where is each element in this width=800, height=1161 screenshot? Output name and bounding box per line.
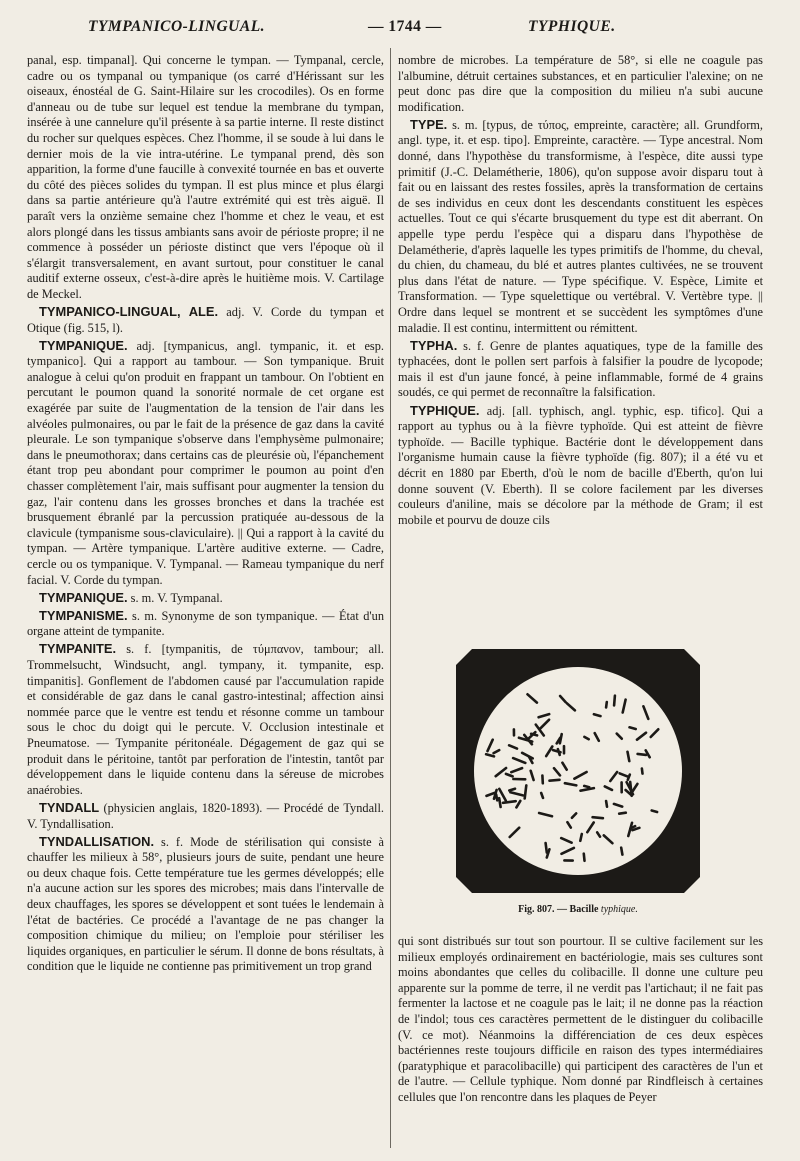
- headword: TYPE.: [410, 116, 448, 132]
- entry: [27, 304, 384, 336]
- bacillus: [621, 848, 622, 855]
- entry: [27, 834, 384, 975]
- entry-text: adj. [all. typhisch, angl. typhic, esp. tifico]. Qui a rapport au typhus ou à la fièvre typhoïde. Qui est atteint de fièvre typhoïde. — Bacille typhique. Bactérie dont le développement dans l'organisme humain cause la fièvre typhoïde (fig. 807); il a été vu et décrit en 1880 par Eberth, d'où le nom de bacille d'Eberth, qu'on lui donne souvent (V. Eberth). Il se colore facilement par les diverses couleurs d'aniline, mais se décolore par la méthode de Gram; il est mobile et pourvu de douze cils: [398, 403, 763, 527]
- headword: TYPHA.: [410, 337, 458, 353]
- entry-text: panal, esp. timpanal]. Qui concerne le tympan. — Tympanal, cercle, cadre ou os tympanal ou tympanique (os carré d'Hérissant sur les oiseaux, énostéal de G. Saint-Hilaire sur les crocodiles). Os en forme d'anneau ou de tube sur lequel est tendue la membrane du tympan, insérée à une cannelure qu'il présente à sa partie interne. Il reste distinct du rocher sur quelques espèces. Chez l'homme, il se soude à lui dans le dernier mois de la vie intra-utérine. Le tympanal prend, dès son apparition, la forme d'une faucille à convexité tournée en bas et ouverte du côté des pièces solides du tympan. Il est plus mince et plus élargi dans sa partie antérieure qu'à l'autre extrémité qui est très aiguë. Il paraît vers la onzième semaine chez l'homme et chez le veau, et est alors plongé dans les tissus ambiants sans avoir de périoste propre; il ne commence à posséder un périoste distinct que vers l'époque où il s'élargit transversalement, en avant surtout, pour constituer le canal auditif externe osseux, c'est-à-dire après le huitième mois. V. Cartilage de Meckel.: [27, 53, 384, 301]
- entry: [27, 608, 384, 640]
- entry: [398, 403, 763, 529]
- left-column: [27, 53, 384, 976]
- bacillus: [550, 780, 560, 781]
- column-divider: [390, 48, 391, 1148]
- bacillus: [580, 834, 582, 841]
- right-column-top: [398, 53, 763, 530]
- bacillus: [593, 817, 603, 818]
- entry: [27, 800, 384, 832]
- headword: TYNDALLISATION.: [39, 833, 155, 849]
- entry-text: adj. [tympanicus, angl. tympanic, it. et esp. tympanico]. Qui a rapport au tambour. — Son tympanique. Bruit analogue à celui qu'on produit en frappant un tambour. On l'obtient en percutant le poumon quand la sonorité normale de cet organe est exagérée par suite de l'augmentation de la tension de l'air dans les alvéoles pulmonaires, ou par le fait de la présence de gaz dans la cavité pleurale. Le son tympanique s'observe dans l'emphysème pulmonaire; dans le pneumothorax; dans certains cas de pleurésie où, l'épanchement étant trop peu abondant pour comprimer le poumon au point d'en chasser complètement l'air, mais suffisant pour augmenter la tension du gaz, l'air contenu dans les grosses bronches et dans la trachée est brusquement ébranlé par la percussion pratiquée au-dessous de la clavicule (tympanisme sous-claviculaire). || Qui a rapport à la cavité du tympan. — Artère tympanique. L'artère auditive externe. — Cadre, cercle ou os tympanique. V. Tympanal. — Rameau tympanique du nerf facial. V. Corde du tympan.: [27, 338, 384, 587]
- bacillus: [614, 696, 615, 706]
- bacillus: [642, 769, 643, 774]
- bacillus: [638, 754, 647, 755]
- entry-text: adj. V. Corde du tympan et Otique (fig. 515, l).: [27, 305, 384, 335]
- entry-text: s. m. V. Tympanal.: [127, 590, 223, 605]
- figure-caption: [456, 904, 700, 915]
- headword: TYMPANICO-LINGUAL, ALE.: [39, 304, 219, 319]
- headword: TYMPANIQUE.: [39, 589, 128, 605]
- bacillus-figure: [456, 649, 700, 893]
- bacillus: [594, 714, 601, 716]
- bacillus: [499, 798, 500, 807]
- entry: [27, 53, 384, 303]
- page-header: [34, 18, 769, 40]
- entry-text: nombre de microbes. La température de 58°, si elle ne coagule pas l'albumine, détruit certaines substances, et en particulier l'alexine; on ne peut donc pas dire que la composition du milieu n'a subi aucune modification.: [398, 53, 763, 114]
- right-column-bottom: [398, 934, 763, 1107]
- entry-text: s. f. Genre de plantes aquatiques, type de la famille des typhacées, dont le pollen sert parfois à falsifier la poudre de lycopode; mais il est d'un jaune foncé, à peine inflammable, formé de 4 grains soudés, ce qui permet de reconnaître la falsification.: [398, 338, 763, 400]
- entry-text: s. m. Synonyme de son tympanique. — État d'un organe atteint de tympanite.: [27, 608, 384, 639]
- entry: [398, 117, 763, 336]
- bacillus: [509, 789, 515, 791]
- bacillus: [525, 785, 527, 798]
- bacillus: [606, 702, 607, 707]
- bacillus: [531, 734, 537, 736]
- page-number: — 1744 —: [368, 18, 442, 35]
- entry: [398, 338, 763, 401]
- bacillus: [584, 786, 589, 787]
- bacillus: [628, 752, 630, 761]
- caption-text: Fig. 807. — Bacille: [518, 904, 601, 915]
- entry-text: s. m. [typus, de τύπος, empreinte, caractère; all. Grundform, angl. type, it. et esp. tipo]. Empreinte, caractère. — Type ancestral. Nom donné, dans l'hypothèse du transformisme, à l'espèce, dite aussi type primitif (J.-C. Delamétherie, 1806), qu'on suppose avoir disparu tout à fait ou en laissant des restes fossiles, après la transformation de certains de ses individus en ceux dont les descendants constituent les espèces actuelles. Tout ce qui s'écarte brusquement du type est dit aberrant. On appelle type perdu l'espèce qui a disparu dans l'hypothèse de Delamétherie, d'après laquelle les types primitifs de l'homme, du cheval, du chien, du chameau, du blé et autres plantes cultivées, ne se trouvent plus dans l'état de nature. — Type spécifique. V. Espèce, Limite et Transformation. — Type squelettique ou vertébral. V. Vertèbre type. || Ordre dans lequel se montrent et se succèdent les symptômes d'une maladie. Il est continu, intermittent ou rémittent.: [398, 117, 763, 335]
- entry: [27, 338, 384, 589]
- entry-text: s. f. [tympanitis, de τύμπανον, tambour; all. Trommelsucht, Windsucht, angl. tympany, it. tympanite, esp. timpanitis]. Gonflement de l'abdomen causé par l'accumulation rapide et considérable de gaz dans le canal gastro-intestinal; affection ainsi nommée parce que le ventre est tendu et résonne comme un tambour sous le choc du doigt qui le percute. V. Occlusion intestinale et Pneumatose. — Tympanite péritonéale. Dégagement de gaz qui se produit dans le péritoine, tantôt par perforation de l'intestin, tantôt par développement dans le liquide contenu dans la séreuse de microbes anaérobies.: [27, 642, 384, 797]
- bacillus: [503, 801, 516, 803]
- headword: TYMPANITE.: [39, 641, 117, 657]
- caption-italic: typhique.: [600, 904, 638, 915]
- headword: TYMPANISME.: [39, 607, 128, 623]
- header-left-word: TYMPANICO-LINGUAL.: [88, 18, 266, 35]
- headword: TYMPANIQUE.: [39, 337, 128, 353]
- entry-text: qui sont distribués sur tout son pourtour. Il se cultive facilement sur les milieux employés ordinairement en bactériologie, mais ses cultures sont moins abondantes que celles du colibacille. Il donne une culture peu apparente sur la pomme de terre, il ne verdit pas l'artichaut; il ne fait pas fermenter la lactose et ne coagule pas le lait; il ne donne pas la réaction de l'indol; tous ces caractères permettent de le distinguer du colibacille (V. ce mot). Néanmoins la différenciation de ces deux espèces bactériennes reste toujours difficile en raison des types intermédiaires (paratyphique et paracolibacille) qui participent des caractères de l'un et de l'autre. — Cellule typhique. Nom donné par Rindfleisch à certaines cellules que l'on rencontre dans les plaques de Peyer: [398, 934, 763, 1104]
- bacillus: [606, 801, 607, 807]
- entry: [398, 934, 763, 1106]
- bacillus: [546, 843, 547, 853]
- entry-text: (physicien anglais, 1820-1893). — Procédé de Tyndall. V. Tyndallisation.: [27, 800, 384, 831]
- header-right-word: TYPHIQUE.: [528, 18, 616, 35]
- entry: [27, 641, 384, 798]
- entry-text: s. f. Mode de stérilisation qui consiste à chauffer les milieux à 58°, plusieurs jours de suite, pendant une heure ou deux chaque fois. Cette température tue les germes développés; elle n'a aucune action sur les spores des microbes; mais dans l'intervalle de deux chauffages, les spores se développent et sont tuées le lendemain à l'état de bactéries. Ce procédé a l'avantage de ne pas changer la composition chimique du milieu; on l'emploie pour stériliser les liquides organiques, en particulier le sérum. Il donne de bons résultats, à condition que le liquide ne contienne pas primitivement un trop grand: [27, 834, 384, 974]
- headword: TYNDALL: [39, 799, 100, 815]
- entry: [398, 53, 763, 115]
- bacillus: [584, 854, 585, 861]
- microscope-field: [474, 667, 682, 875]
- microscope-field-illustration: [456, 649, 700, 893]
- bacillus: [541, 793, 543, 798]
- bacillus: [630, 727, 636, 729]
- headword: TYPHIQUE.: [410, 402, 480, 418]
- bacillus: [652, 811, 657, 813]
- bacillus: [496, 795, 497, 801]
- entry: [27, 590, 384, 607]
- bacillus: [619, 813, 626, 814]
